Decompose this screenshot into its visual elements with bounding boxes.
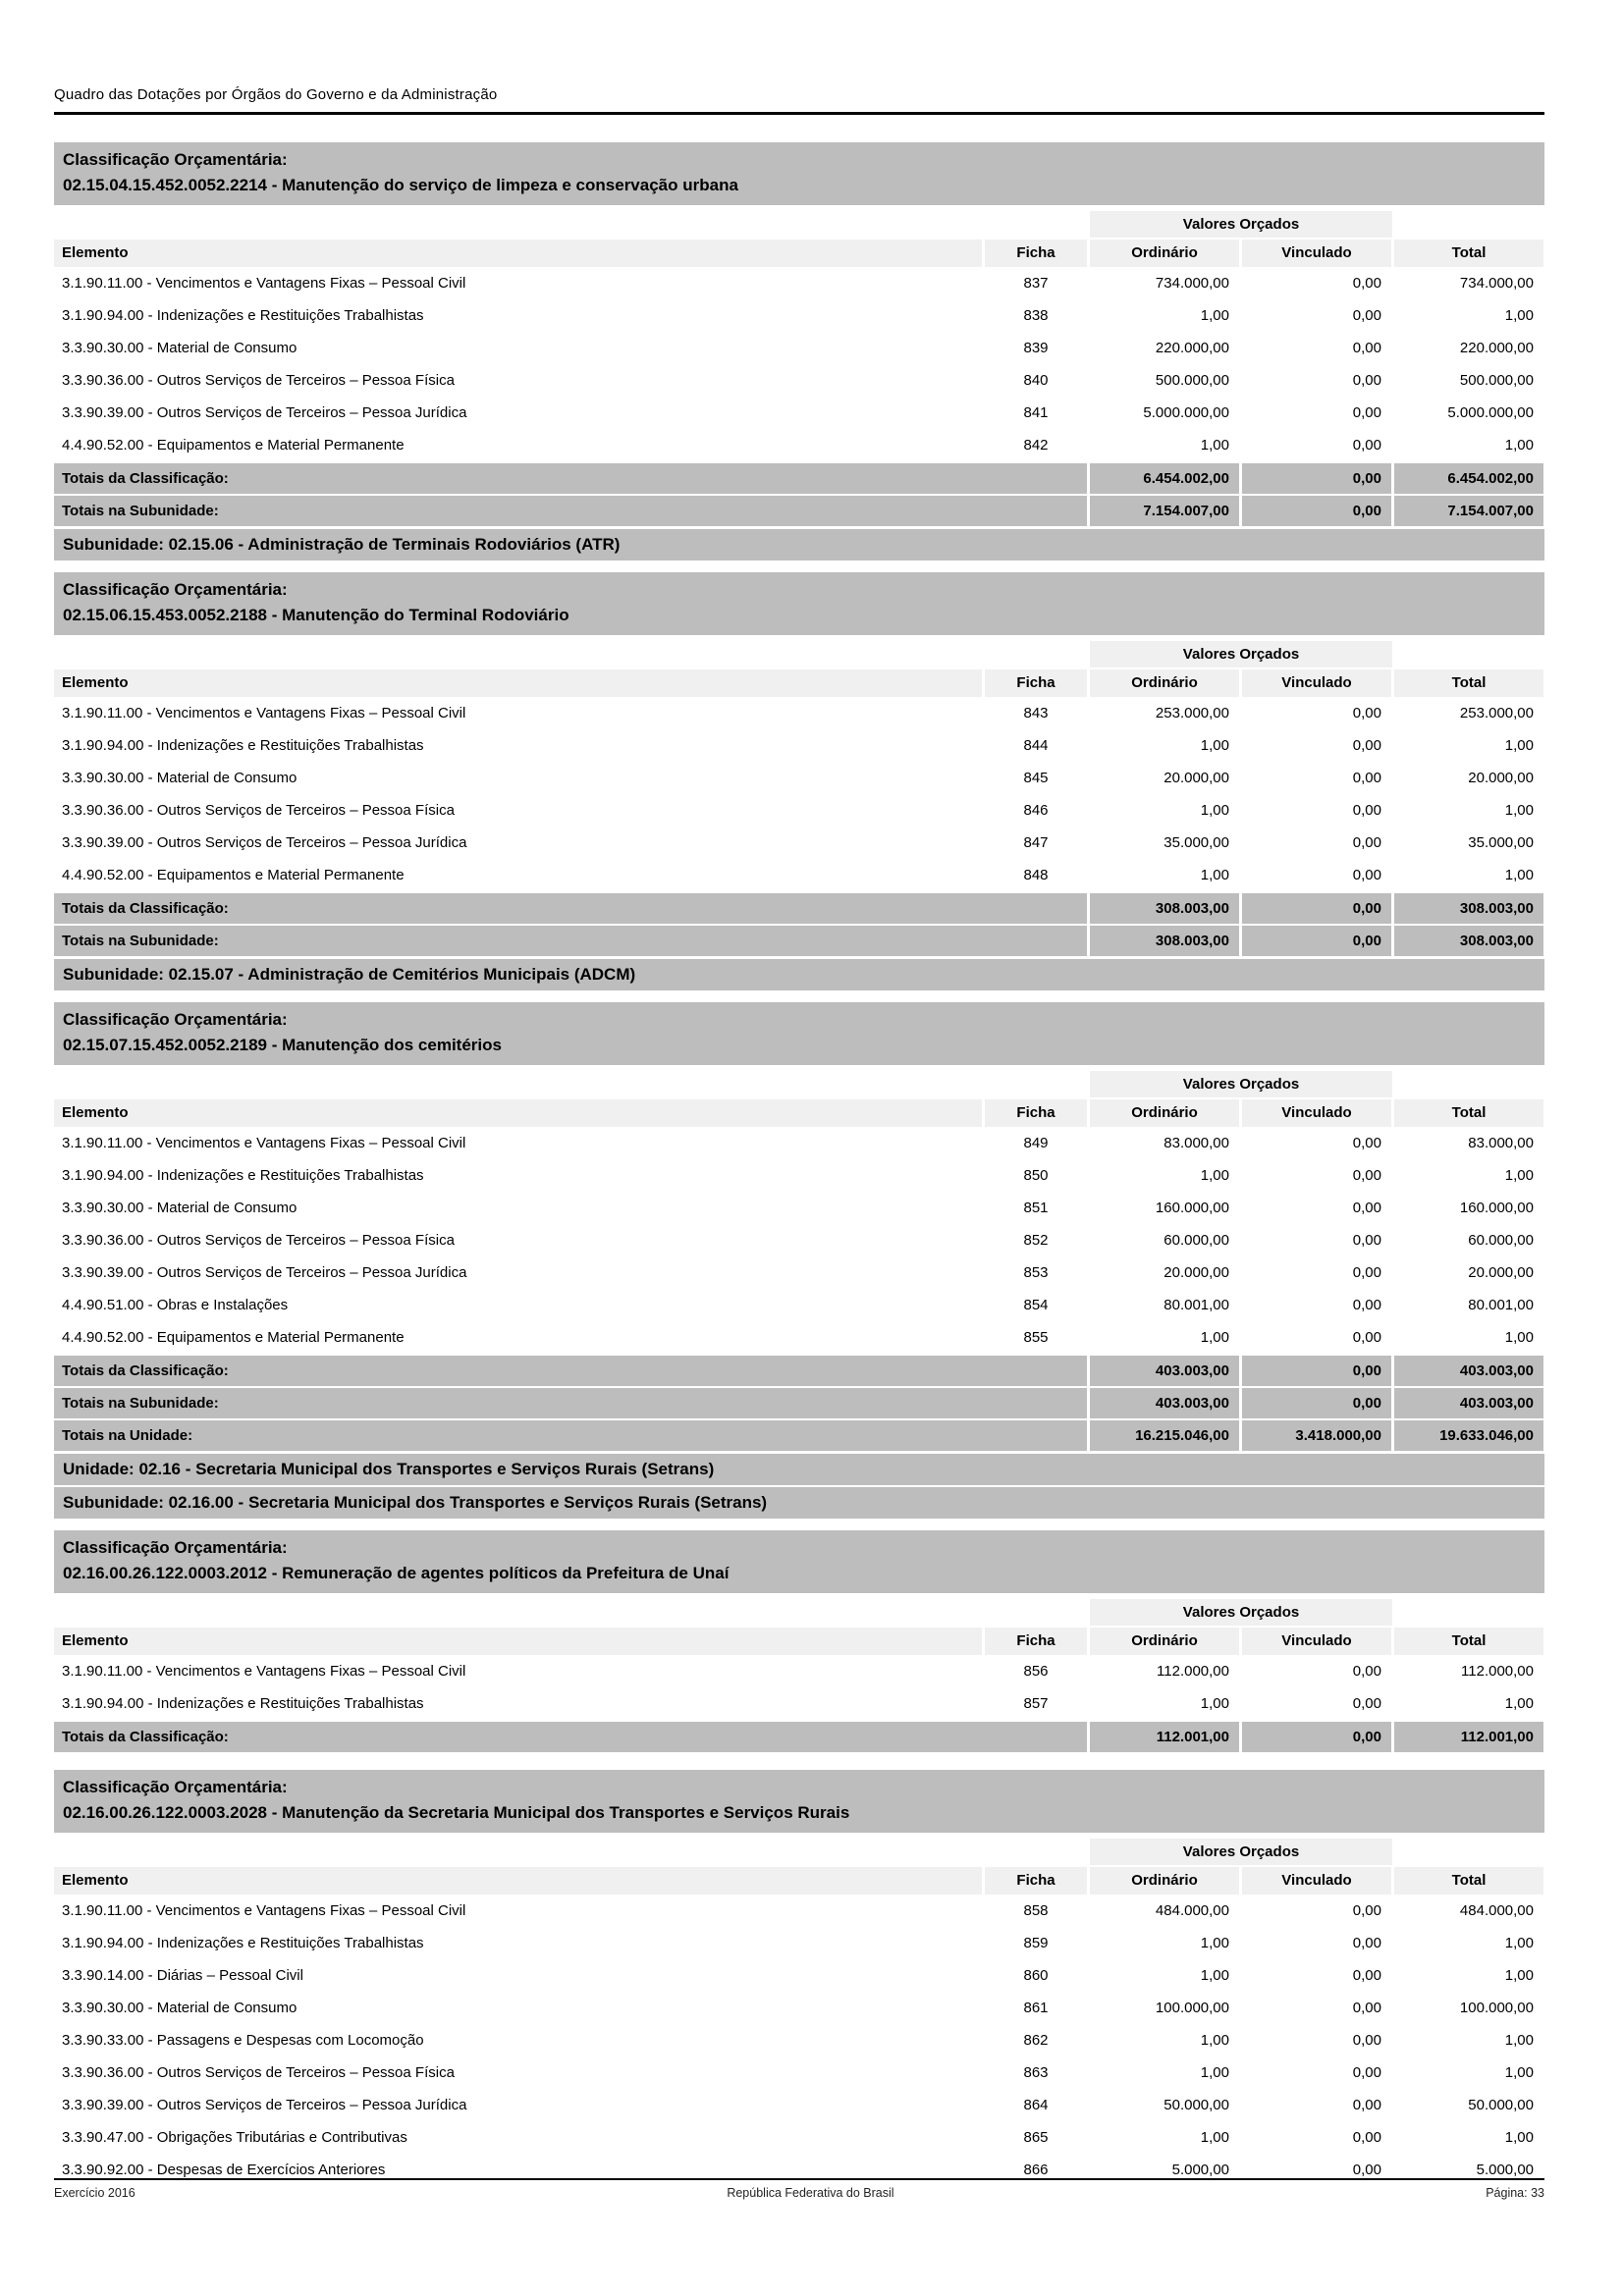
row-ficha: 850	[1023, 1167, 1049, 1184]
row-total: 1,00	[1504, 1967, 1534, 1984]
column-header-vinculado: Vinculado	[1242, 1099, 1391, 1127]
classification-title: 02.15.06.15.453.0052.2188 - Manutenção do Terminal Rodoviário	[63, 606, 569, 624]
totals-vinculado: 3.418.000,00	[1242, 1420, 1391, 1451]
row-total: 1,00	[1504, 1167, 1534, 1184]
budget-table-1	[54, 211, 1544, 526]
row-vinculado: 0,00	[1352, 437, 1381, 454]
column-header-elemento: Elemento	[54, 1628, 982, 1655]
row-ficha: 857	[1023, 1695, 1049, 1712]
table-totals	[54, 893, 1544, 956]
column-header-ficha: Ficha	[985, 1628, 1087, 1655]
table-body	[54, 1127, 1544, 1354]
table-column-headers	[54, 669, 1544, 697]
row-total: 80.001,00	[1468, 1297, 1534, 1313]
row-ficha: 839	[1023, 340, 1049, 356]
subunidade-banner-021507: Subunidade: 02.15.07 - Administração de Cemitérios Municipais (ADCM)	[54, 959, 1544, 990]
classification-block-1	[54, 142, 1544, 526]
row-ficha: 853	[1023, 1264, 1049, 1281]
row-ordinario: 83.000,00	[1163, 1135, 1229, 1151]
table-row	[54, 762, 1544, 794]
unidade-banner-0216: Unidade: 02.16 - Secretaria Municipal dos Transportes e Serviços Rurais (Setrans)	[54, 1454, 1544, 1485]
row-elemento: 4.4.90.51.00 - Obras e Instalações	[62, 1297, 289, 1313]
row-ordinario: 20.000,00	[1163, 770, 1229, 786]
column-header-total: Total	[1394, 240, 1543, 267]
row-ficha: 865	[1023, 2129, 1049, 2146]
classification-title: 02.16.00.26.122.0003.2028 - Manutenção da Secretaria Municipal dos Transportes e Serviços Rurais	[63, 1803, 850, 1822]
footer-exercicio: Exercício 2016	[54, 2186, 135, 2200]
row-total: 1,00	[1504, 437, 1534, 454]
table-row	[54, 2024, 1544, 2056]
valores-orcados-header: Valores Orçados	[1090, 641, 1392, 667]
row-ficha: 842	[1023, 437, 1049, 454]
totals-row	[54, 1722, 1544, 1752]
row-ordinario: 253.000,00	[1155, 705, 1229, 721]
row-total: 35.000,00	[1468, 834, 1534, 851]
table-column-headers	[54, 1099, 1544, 1127]
classification-label: Classificação Orçamentária:	[63, 1778, 288, 1796]
table-row	[54, 364, 1544, 397]
totals-total: 308.003,00	[1394, 893, 1543, 924]
row-ficha: 861	[1023, 2000, 1049, 2016]
totals-total: 112.001,00	[1394, 1722, 1543, 1752]
table-body	[54, 1655, 1544, 1720]
table-totals	[54, 463, 1544, 526]
row-elemento: 3.3.90.30.00 - Material de Consumo	[62, 340, 298, 356]
row-ficha: 858	[1023, 1902, 1049, 1919]
column-header-ficha: Ficha	[985, 1867, 1087, 1895]
row-ordinario: 1,00	[1200, 867, 1229, 883]
valores-orcados-header: Valores Orçados	[1090, 1599, 1392, 1626]
table-row	[54, 1192, 1544, 1224]
row-elemento: 3.1.90.94.00 - Indenizações e Restituições Trabalhistas	[62, 737, 424, 754]
column-header-ordinario: Ordinário	[1090, 240, 1239, 267]
column-header-ordinario: Ordinário	[1090, 1099, 1239, 1127]
row-vinculado: 0,00	[1352, 1232, 1381, 1249]
row-total: 5.000,00	[1476, 2162, 1534, 2178]
row-ordinario: 1,00	[1200, 1935, 1229, 1951]
column-header-total: Total	[1394, 669, 1543, 697]
table-row	[54, 1927, 1544, 1959]
row-total: 1,00	[1504, 2064, 1534, 2081]
valores-orcados-header: Valores Orçados	[1090, 1071, 1392, 1097]
row-vinculado: 0,00	[1352, 340, 1381, 356]
totals-vinculado: 0,00	[1242, 1356, 1391, 1386]
totals-label: Totais na Subunidade:	[54, 496, 1087, 526]
row-vinculado: 0,00	[1352, 867, 1381, 883]
row-elemento: 3.3.90.39.00 - Outros Serviços de Terceiros – Pessoa Jurídica	[62, 1264, 467, 1281]
column-header-vinculado: Vinculado	[1242, 1867, 1391, 1895]
row-elemento: 3.3.90.39.00 - Outros Serviços de Terceiros – Pessoa Jurídica	[62, 834, 467, 851]
row-ordinario: 5.000.000,00	[1143, 404, 1229, 421]
valores-orcados-header: Valores Orçados	[1090, 211, 1392, 238]
row-ficha: 838	[1023, 307, 1049, 324]
row-elemento: 3.3.90.39.00 - Outros Serviços de Terceiros – Pessoa Jurídica	[62, 404, 467, 421]
totals-row	[54, 1420, 1544, 1451]
row-elemento: 3.1.90.11.00 - Vencimentos e Vantagens Fixas – Pessoal Civil	[62, 275, 466, 292]
totals-ordinario: 308.003,00	[1090, 926, 1239, 956]
row-total: 50.000,00	[1468, 2097, 1534, 2113]
row-ordinario: 100.000,00	[1155, 2000, 1229, 2016]
row-ordinario: 5.000,00	[1171, 2162, 1229, 2178]
row-vinculado: 0,00	[1352, 404, 1381, 421]
column-header-total: Total	[1394, 1099, 1543, 1127]
totals-label: Totais da Classificação:	[54, 1722, 1087, 1752]
table-body	[54, 1895, 1544, 2186]
totals-label: Totais da Classificação:	[54, 1356, 1087, 1386]
table-row	[54, 859, 1544, 891]
row-ficha: 851	[1023, 1200, 1049, 1216]
row-vinculado: 0,00	[1352, 1695, 1381, 1712]
row-elemento: 3.3.90.30.00 - Material de Consumo	[62, 1200, 298, 1216]
totals-ordinario: 7.154.007,00	[1090, 496, 1239, 526]
row-vinculado: 0,00	[1352, 1329, 1381, 1346]
column-header-vinculado: Vinculado	[1242, 1628, 1391, 1655]
row-vinculado: 0,00	[1352, 1135, 1381, 1151]
row-total: 1,00	[1504, 1935, 1534, 1951]
row-vinculado: 0,00	[1352, 1264, 1381, 1281]
row-elemento: 3.1.90.11.00 - Vencimentos e Vantagens Fixas – Pessoal Civil	[62, 1135, 466, 1151]
table-row	[54, 429, 1544, 461]
table-row	[54, 1127, 1544, 1159]
row-total: 500.000,00	[1459, 372, 1534, 389]
budget-table-4	[54, 1599, 1544, 1752]
classification-title: 02.15.04.15.452.0052.2214 - Manutenção do serviço de limpeza e conservação urbana	[63, 176, 738, 194]
row-total: 112.000,00	[1461, 1663, 1534, 1680]
subunidade-banner-021600: Subunidade: 02.16.00 - Secretaria Municipal dos Transportes e Serviços Rurais (Setrans)	[54, 1487, 1544, 1519]
row-ficha: 840	[1023, 372, 1049, 389]
row-ficha: 845	[1023, 770, 1049, 786]
totals-ordinario: 112.001,00	[1090, 1722, 1239, 1752]
column-header-ficha: Ficha	[985, 1099, 1087, 1127]
column-header-ficha: Ficha	[985, 240, 1087, 267]
totals-total: 6.454.002,00	[1394, 463, 1543, 494]
row-vinculado: 0,00	[1352, 2064, 1381, 2081]
totals-total: 403.003,00	[1394, 1388, 1543, 1418]
row-elemento: 4.4.90.52.00 - Equipamentos e Material Permanente	[62, 1329, 405, 1346]
row-ordinario: 35.000,00	[1163, 834, 1229, 851]
totals-total: 19.633.046,00	[1394, 1420, 1543, 1451]
classification-title: 02.15.07.15.452.0052.2189 - Manutenção dos cemitérios	[63, 1036, 502, 1054]
row-ordinario: 1,00	[1200, 2064, 1229, 2081]
totals-total: 7.154.007,00	[1394, 496, 1543, 526]
table-row	[54, 827, 1544, 859]
table-row	[54, 2121, 1544, 2154]
row-total: 1,00	[1504, 802, 1534, 819]
row-total: 60.000,00	[1468, 1232, 1534, 1249]
row-ficha: 846	[1023, 802, 1049, 819]
column-header-ordinario: Ordinário	[1090, 1867, 1239, 1895]
row-ordinario: 112.000,00	[1157, 1663, 1229, 1680]
row-ficha: 862	[1023, 2032, 1049, 2049]
row-ficha: 847	[1023, 834, 1049, 851]
classification-banner	[54, 1002, 1544, 1065]
row-elemento: 3.3.90.39.00 - Outros Serviços de Terceiros – Pessoa Jurídica	[62, 2097, 467, 2113]
totals-row	[54, 1388, 1544, 1418]
document-header	[54, 0, 1544, 115]
row-elemento: 3.1.90.94.00 - Indenizações e Restituições Trabalhistas	[62, 1935, 424, 1951]
row-vinculado: 0,00	[1352, 275, 1381, 292]
totals-label: Totais da Classificação:	[54, 893, 1087, 924]
row-elemento: 3.3.90.14.00 - Diárias – Pessoal Civil	[62, 1967, 303, 1984]
totals-ordinario: 308.003,00	[1090, 893, 1239, 924]
row-ordinario: 484.000,00	[1155, 1902, 1229, 1919]
classification-banner	[54, 1770, 1544, 1833]
row-elemento: 3.1.90.94.00 - Indenizações e Restituições Trabalhistas	[62, 307, 424, 324]
row-ordinario: 1,00	[1200, 737, 1229, 754]
column-header-elemento: Elemento	[54, 1099, 982, 1127]
footer-pagina: Página: 33	[1486, 2186, 1544, 2200]
classification-label: Classificação Orçamentária:	[63, 150, 288, 169]
totals-label: Totais na Subunidade:	[54, 926, 1087, 956]
totals-vinculado: 0,00	[1242, 496, 1391, 526]
table-row	[54, 1321, 1544, 1354]
totals-row	[54, 926, 1544, 956]
row-vinculado: 0,00	[1352, 1200, 1381, 1216]
subunidade-banner-021506: Subunidade: 02.15.06 - Administração de Terminais Rodoviários (ATR)	[54, 529, 1544, 561]
row-ordinario: 1,00	[1200, 437, 1229, 454]
row-total: 220.000,00	[1459, 340, 1534, 356]
row-total: 1,00	[1504, 737, 1534, 754]
row-ordinario: 220.000,00	[1155, 340, 1229, 356]
row-elemento: 3.1.90.11.00 - Vencimentos e Vantagens Fixas – Pessoal Civil	[62, 705, 466, 721]
table-row	[54, 1224, 1544, 1256]
totals-vinculado: 0,00	[1242, 1388, 1391, 1418]
table-body	[54, 697, 1544, 891]
classification-label: Classificação Orçamentária:	[63, 580, 288, 599]
row-vinculado: 0,00	[1352, 802, 1381, 819]
row-ficha: 843	[1023, 705, 1049, 721]
classification-block-2	[54, 572, 1544, 956]
budget-table-5	[54, 1839, 1544, 2186]
row-ficha: 864	[1023, 2097, 1049, 2113]
column-header-vinculado: Vinculado	[1242, 240, 1391, 267]
row-elemento: 3.3.90.36.00 - Outros Serviços de Terceiros – Pessoa Física	[62, 1232, 455, 1249]
row-elemento: 3.3.90.47.00 - Obrigações Tributárias e Contributivas	[62, 2129, 407, 2146]
totals-vinculado: 0,00	[1242, 926, 1391, 956]
row-elemento: 3.3.90.36.00 - Outros Serviços de Terceiros – Pessoa Física	[62, 802, 455, 819]
table-row	[54, 697, 1544, 729]
row-vinculado: 0,00	[1352, 307, 1381, 324]
row-ordinario: 1,00	[1200, 307, 1229, 324]
row-total: 20.000,00	[1468, 770, 1534, 786]
row-total: 1,00	[1504, 867, 1534, 883]
totals-vinculado: 0,00	[1242, 893, 1391, 924]
row-ordinario: 1,00	[1200, 802, 1229, 819]
table-column-headers	[54, 1628, 1544, 1655]
row-vinculado: 0,00	[1352, 1167, 1381, 1184]
table-totals	[54, 1722, 1544, 1752]
row-total: 734.000,00	[1459, 275, 1534, 292]
table-row	[54, 1687, 1544, 1720]
row-vinculado: 0,00	[1352, 1967, 1381, 1984]
valores-orcados-header: Valores Orçados	[1090, 1839, 1392, 1865]
row-vinculado: 0,00	[1352, 737, 1381, 754]
table-row	[54, 1256, 1544, 1289]
row-elemento: 3.1.90.11.00 - Vencimentos e Vantagens Fixas – Pessoal Civil	[62, 1663, 466, 1680]
row-elemento: 3.3.90.36.00 - Outros Serviços de Terceiros – Pessoa Física	[62, 372, 455, 389]
column-header-elemento: Elemento	[54, 240, 982, 267]
row-total: 484.000,00	[1459, 1902, 1534, 1919]
budget-table-2	[54, 641, 1544, 956]
totals-row	[54, 1356, 1544, 1386]
row-ficha: 866	[1023, 2162, 1049, 2178]
header-rule	[54, 112, 1544, 115]
row-ordinario: 1,00	[1200, 2032, 1229, 2049]
row-ficha: 860	[1023, 1967, 1049, 1984]
table-column-headers	[54, 240, 1544, 267]
totals-total: 308.003,00	[1394, 926, 1543, 956]
row-vinculado: 0,00	[1352, 834, 1381, 851]
row-elemento: 3.3.90.30.00 - Material de Consumo	[62, 2000, 298, 2016]
column-header-ficha: Ficha	[985, 669, 1087, 697]
row-total: 20.000,00	[1468, 1264, 1534, 1281]
row-ordinario: 160.000,00	[1155, 1200, 1229, 1216]
classification-block-4	[54, 1530, 1544, 1752]
totals-row	[54, 496, 1544, 526]
footer-republica: República Federativa do Brasil	[727, 2186, 894, 2200]
totals-ordinario: 16.215.046,00	[1090, 1420, 1239, 1451]
row-ficha: 854	[1023, 1297, 1049, 1313]
row-total: 1,00	[1504, 2129, 1534, 2146]
row-vinculado: 0,00	[1352, 770, 1381, 786]
row-ordinario: 500.000,00	[1155, 372, 1229, 389]
totals-vinculado: 0,00	[1242, 463, 1391, 494]
row-elemento: 3.3.90.92.00 - Despesas de Exercícios Anteriores	[62, 2162, 386, 2178]
table-row	[54, 2056, 1544, 2089]
row-ordinario: 1,00	[1200, 1167, 1229, 1184]
row-ficha: 841	[1023, 404, 1049, 421]
totals-label: Totais da Classificação:	[54, 463, 1087, 494]
page-title: Quadro das Dotações por Órgãos do Governo e da Administração	[54, 86, 498, 103]
totals-row	[54, 893, 1544, 924]
row-ordinario: 1,00	[1200, 1329, 1229, 1346]
table-column-headers	[54, 1867, 1544, 1895]
row-vinculado: 0,00	[1352, 1935, 1381, 1951]
row-ordinario: 1,00	[1200, 2129, 1229, 2146]
row-elemento: 4.4.90.52.00 - Equipamentos e Material Permanente	[62, 867, 405, 883]
classification-title: 02.16.00.26.122.0003.2012 - Remuneração de agentes políticos da Prefeitura de Unaí	[63, 1564, 730, 1582]
row-ficha: 849	[1023, 1135, 1049, 1151]
row-ordinario: 734.000,00	[1155, 275, 1229, 292]
table-row	[54, 1655, 1544, 1687]
table-row	[54, 794, 1544, 827]
row-total: 160.000,00	[1459, 1200, 1534, 1216]
classification-label: Classificação Orçamentária:	[63, 1010, 288, 1029]
row-vinculado: 0,00	[1352, 1902, 1381, 1919]
row-ficha: 844	[1023, 737, 1049, 754]
table-totals	[54, 1356, 1544, 1451]
table-row	[54, 1992, 1544, 2024]
row-ordinario: 1,00	[1200, 1967, 1229, 1984]
table-row	[54, 267, 1544, 299]
column-header-elemento: Elemento	[54, 1867, 982, 1895]
row-vinculado: 0,00	[1352, 2097, 1381, 2113]
row-ficha: 837	[1023, 275, 1049, 292]
row-total: 5.000.000,00	[1447, 404, 1534, 421]
row-total: 100.000,00	[1459, 2000, 1534, 2016]
row-ficha: 855	[1023, 1329, 1049, 1346]
classification-label: Classificação Orçamentária:	[63, 1538, 288, 1557]
table-body	[54, 267, 1544, 461]
table-row	[54, 1289, 1544, 1321]
row-total: 1,00	[1504, 1329, 1534, 1346]
document-footer	[54, 2178, 1544, 2200]
row-total: 1,00	[1504, 1695, 1534, 1712]
row-vinculado: 0,00	[1352, 2032, 1381, 2049]
row-elemento: 3.3.90.36.00 - Outros Serviços de Terceiros – Pessoa Física	[62, 2064, 455, 2081]
table-row	[54, 332, 1544, 364]
row-ficha: 848	[1023, 867, 1049, 883]
row-ficha: 859	[1023, 1935, 1049, 1951]
column-header-ordinario: Ordinário	[1090, 669, 1239, 697]
totals-vinculado: 0,00	[1242, 1722, 1391, 1752]
row-vinculado: 0,00	[1352, 372, 1381, 389]
totals-label: Totais na Subunidade:	[54, 1388, 1087, 1418]
row-ordinario: 1,00	[1200, 1695, 1229, 1712]
row-ficha: 856	[1023, 1663, 1049, 1680]
totals-ordinario: 403.003,00	[1090, 1356, 1239, 1386]
column-header-vinculado: Vinculado	[1242, 669, 1391, 697]
row-ficha: 852	[1023, 1232, 1049, 1249]
row-vinculado: 0,00	[1352, 2162, 1381, 2178]
row-elemento: 3.1.90.94.00 - Indenizações e Restituições Trabalhistas	[62, 1167, 424, 1184]
row-ficha: 863	[1023, 2064, 1049, 2081]
row-elemento: 4.4.90.52.00 - Equipamentos e Material Permanente	[62, 437, 405, 454]
column-header-total: Total	[1394, 1628, 1543, 1655]
row-elemento: 3.1.90.11.00 - Vencimentos e Vantagens Fixas – Pessoal Civil	[62, 1902, 466, 1919]
table-row	[54, 1895, 1544, 1927]
classification-banner	[54, 572, 1544, 635]
table-row	[54, 299, 1544, 332]
totals-label: Totais na Unidade:	[54, 1420, 1087, 1451]
row-elemento: 3.3.90.30.00 - Material de Consumo	[62, 770, 298, 786]
budget-table-3	[54, 1071, 1544, 1451]
row-vinculado: 0,00	[1352, 1297, 1381, 1313]
row-elemento: 3.3.90.33.00 - Passagens e Despesas com Locomoção	[62, 2032, 424, 2049]
row-ordinario: 50.000,00	[1163, 2097, 1229, 2113]
row-total: 1,00	[1504, 307, 1534, 324]
row-ordinario: 20.000,00	[1163, 1264, 1229, 1281]
table-row	[54, 397, 1544, 429]
row-vinculado: 0,00	[1352, 1663, 1381, 1680]
row-vinculado: 0,00	[1352, 705, 1381, 721]
row-vinculado: 0,00	[1352, 2000, 1381, 2016]
row-ordinario: 60.000,00	[1163, 1232, 1229, 1249]
row-total: 253.000,00	[1459, 705, 1534, 721]
classification-banner	[54, 142, 1544, 205]
totals-total: 403.003,00	[1394, 1356, 1543, 1386]
row-total: 1,00	[1504, 2032, 1534, 2049]
table-row	[54, 1959, 1544, 1992]
column-header-total: Total	[1394, 1867, 1543, 1895]
classification-block-5	[54, 1770, 1544, 2186]
row-ordinario: 80.001,00	[1163, 1297, 1229, 1313]
row-total: 83.000,00	[1468, 1135, 1534, 1151]
table-row	[54, 2089, 1544, 2121]
table-row	[54, 729, 1544, 762]
classification-block-3	[54, 1002, 1544, 1451]
row-elemento: 3.1.90.94.00 - Indenizações e Restituições Trabalhistas	[62, 1695, 424, 1712]
totals-ordinario: 403.003,00	[1090, 1388, 1239, 1418]
row-vinculado: 0,00	[1352, 2129, 1381, 2146]
totals-ordinario: 6.454.002,00	[1090, 463, 1239, 494]
totals-row	[54, 463, 1544, 494]
column-header-elemento: Elemento	[54, 669, 982, 697]
column-header-ordinario: Ordinário	[1090, 1628, 1239, 1655]
classification-banner	[54, 1530, 1544, 1593]
table-row	[54, 1159, 1544, 1192]
